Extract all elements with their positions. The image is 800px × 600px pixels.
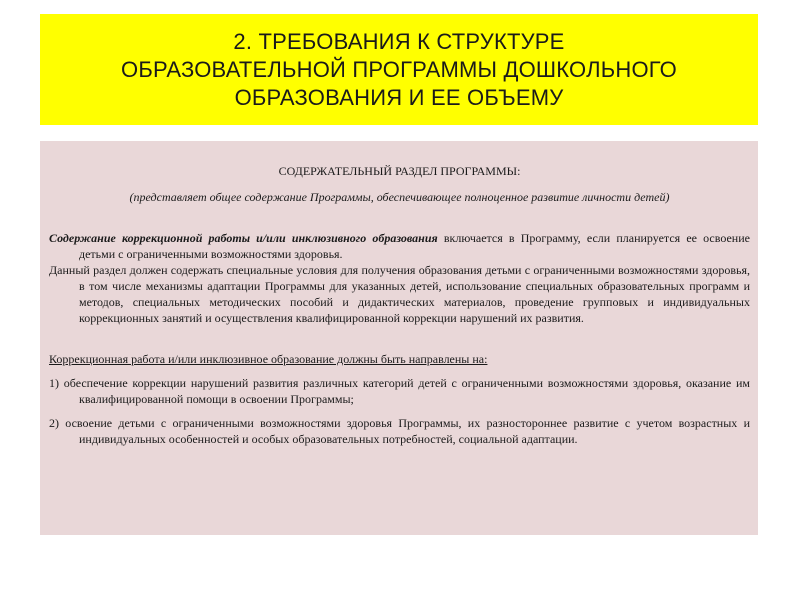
paragraph-special-conditions: Данный раздел должен содержать специальные условия для получения образования детьми с ограниченными возможностями здоровья, в том числе механизмы адаптации Программы для указанных детей, использование специальных образовательных программ и методов, специальных методических пособий и дидактических материалов, проведение групповых и индивидуальных коррекционных занятий и осуществления квалифицированной коррекции нарушений их развития. (49, 263, 750, 325)
section-title: СОДЕРЖАТЕЛЬНЫЙ РАЗДЕЛ ПРОГРАММЫ: (278, 164, 521, 178)
paragraph-directions-heading: Коррекционная работа и/или инклюзивное образование должны быть направлены на: (49, 352, 488, 366)
list-item-2: 2) освоение детьми с ограниченными возможностями здоровья Программы, их разностороннее развитие с учетом возрастных и индивидуальных особенностей и особых образовательных потребностей, социальной адаптации. (49, 416, 750, 446)
section-subtitle: (представляет общее содержание Программы, обеспечивающее полноценное развитие личности детей) (129, 190, 670, 204)
title-line-2: ОБРАЗОВАТЕЛЬНОЙ ПРОГРАММЫ ДОШКОЛЬНОГО (121, 56, 677, 82)
content-panel (40, 141, 758, 535)
slide-title (40, 14, 758, 125)
title-line-3: ОБРАЗОВАНИЯ И ЕЕ ОБЪЕМУ (234, 84, 564, 110)
paragraph-emphasis: Содержание коррекционной работы и/или инклюзивного образования (49, 231, 438, 245)
list-item-1: 1) обеспечение коррекции нарушений развития различных категорий детей с ограниченными возможностями здоровья, оказание им квалифицированной помощи в освоении Программы; (49, 376, 750, 406)
paragraph-rest: включается в Программу, если планируется ее освоение детьми с ограниченными возможностями здоровья. (79, 231, 750, 261)
title-line-1: 2. ТРЕБОВАНИЯ К СТРУКТУРЕ (233, 28, 565, 54)
paragraph-correction-content (49, 230, 750, 262)
